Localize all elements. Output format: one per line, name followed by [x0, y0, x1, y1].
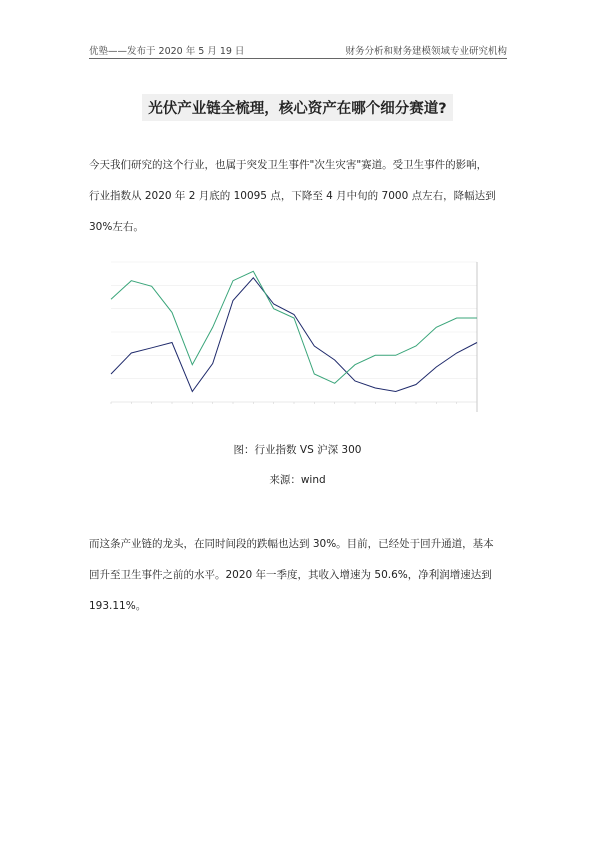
paragraph-intro	[89, 158, 509, 251]
header-publish-date: 优塾——发布于 2020 年 5 月 19 日	[89, 46, 245, 57]
paragraph-line: 行业指数从 2020 年 2 月底的 10095 点，下降至 4 月中旬的 7000 点左右，降幅达到	[89, 190, 496, 202]
header-org-tagline: 财务分析和财务建模领域专业研究机构	[345, 46, 507, 57]
article-title: 光伏产业链全梳理，核心资产在哪个细分赛道?	[142, 94, 452, 121]
index-comparison-chart	[93, 254, 495, 424]
paragraph-leader	[89, 537, 509, 630]
paragraph-line: 30%左右。	[89, 221, 144, 233]
paragraph-line: 回升至卫生事件之前的水平。2020 年一季度，其收入增速为 50.6%，净利润增速达到	[89, 569, 492, 581]
paragraph-line: 今天我们研究的这个行业，也属于突发卫生事件"次生灾害"赛道。受卫生事件的影响，	[89, 159, 488, 171]
page-header	[89, 40, 507, 59]
paragraph-line: 193.11%。	[89, 600, 147, 612]
article-title-block	[0, 94, 595, 121]
figure-caption: 图：行业指数 VS 沪深 300	[233, 444, 362, 456]
paragraph-line: 而这条产业链的龙头，在同时间段的跌幅也达到 30%。目前，已经处于回升通道，基本	[89, 538, 494, 550]
figure-source: 来源：wind	[269, 474, 326, 486]
